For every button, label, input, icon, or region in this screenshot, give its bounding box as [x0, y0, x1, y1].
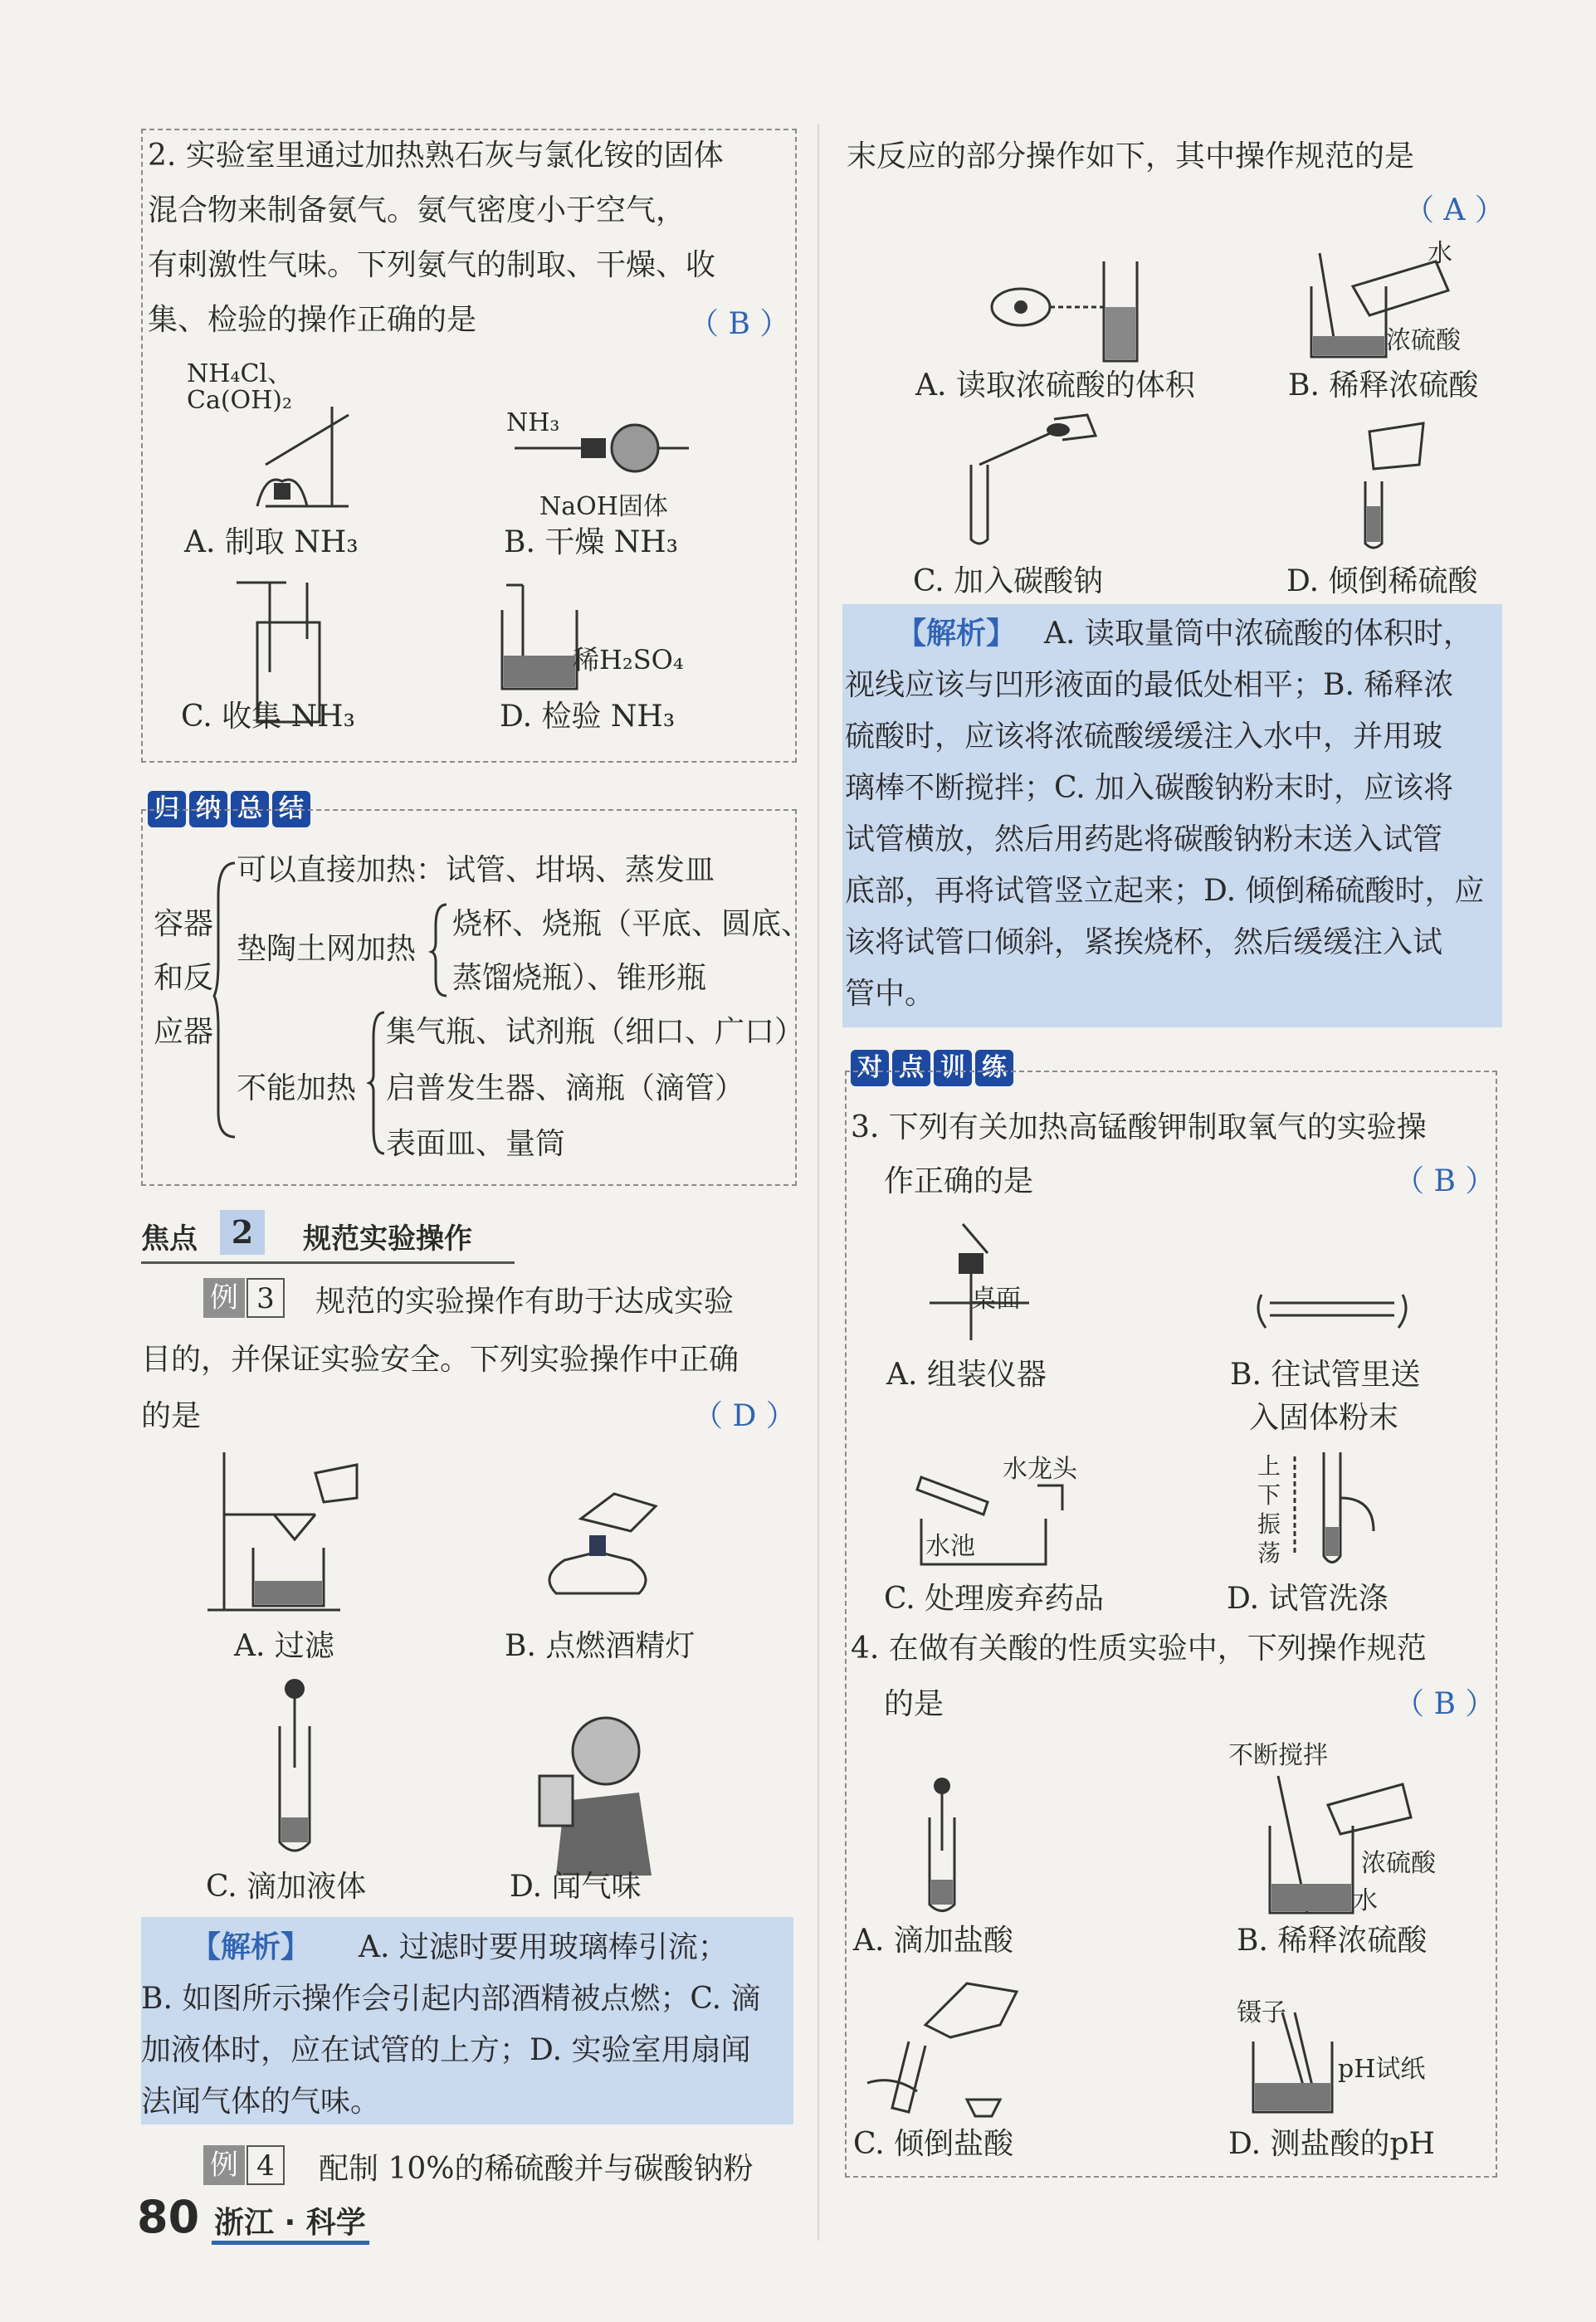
q3-option-a: A. 组装仪器: [886, 1358, 1047, 1392]
practice-tag: 练: [975, 1050, 1013, 1086]
ex4-option-c: C. 加入碳酸钠: [913, 564, 1104, 598]
q4-fig-b-label: 浓硫酸: [1361, 1849, 1436, 1878]
q2-fig-a-label: Ca(OH)₂: [187, 386, 293, 415]
q2-option-d: D. 检验 NH₃: [500, 700, 676, 734]
q3-fig-a-label: 桌面: [971, 1285, 1021, 1314]
q3-option-b: B. 往试管里送: [1230, 1358, 1421, 1392]
summary-root: 应器: [154, 1015, 214, 1049]
pouring-hand-icon: [859, 1975, 1025, 2116]
ex4-analysis-tag: 【解析】: [896, 616, 1017, 651]
q2-fig-d-label: 稀H₂SO₄: [573, 644, 684, 676]
ex3-option-c: C. 滴加液体: [206, 1870, 367, 1904]
q3-fig-d-label: 荡: [1257, 1539, 1281, 1567]
dropper-tube-icon: [917, 1776, 967, 1917]
q2-fig-b-label: NH₃: [506, 408, 560, 437]
summary-branch3-item: 启普发生器、滴瓶（滴管）: [386, 1071, 745, 1105]
q4-option-c: C. 倾倒盐酸: [853, 2127, 1014, 2161]
summary-branch3-item: 集气瓶、试剂瓶（细口、广口）: [386, 1015, 805, 1049]
ex3-analysis-line: 法闻气体的气味。: [141, 2085, 381, 2119]
brace-icon: [214, 846, 239, 1145]
footer-underline: [212, 2241, 369, 2245]
drying-tube-icon: [515, 423, 697, 481]
ex3-tag: 例: [203, 1278, 245, 1318]
powder-tube-icon: [1253, 1270, 1411, 1344]
alcohol-lamp-icon: [531, 1485, 681, 1618]
ex4-analysis-line: 视线应该与凹形液面的最低处相平；B. 稀释浓: [845, 668, 1454, 702]
ex4-analysis-line: 管中。: [845, 977, 935, 1011]
q2-fig-a-label: NH₄Cl、: [187, 359, 292, 388]
summary-root: 和反: [154, 961, 214, 995]
focus-underline: [141, 1261, 515, 1264]
ex4-analysis-line: 试管横放，然后用药匙将碳酸钠粉末送入试管: [845, 822, 1443, 856]
q4-answer: （ B ）: [1394, 1687, 1496, 1721]
q2-option-c: C. 收集 NH₃: [181, 700, 355, 734]
q2-stem-line: 有刺激性气味。下列氨气的制取、干燥、收: [148, 248, 716, 282]
shaking-tube-icon: [1291, 1448, 1382, 1573]
ex4-num: 4: [246, 2145, 285, 2185]
summary-branch3-head: 不能加热: [237, 1071, 357, 1105]
ex4-option-d: D. 倾倒稀硫酸: [1286, 564, 1478, 598]
practice-tag: 对: [851, 1050, 889, 1086]
q4-fig-b-label: 不断搅拌: [1228, 1741, 1328, 1770]
ex3-stem: 的是: [141, 1399, 202, 1433]
ex4-fig-b-label: 浓硫酸: [1386, 326, 1461, 355]
book-title: 浙江 · 科学: [214, 2206, 366, 2240]
q3-option-d: D. 试管洗涤: [1227, 1582, 1389, 1616]
summary-root: 容器: [154, 907, 214, 941]
ex4-analysis-line: 该将试管口倾斜，紧挨烧杯，然后缓缓注入试: [845, 925, 1443, 959]
q2-stem-line: 混合物来制备氨气。氨气密度小于空气，: [148, 193, 686, 227]
ex4-answer: （ A ）: [1404, 193, 1505, 227]
q4-stem: 的是: [884, 1687, 944, 1721]
q3-fig-c-label: 水池: [925, 1532, 975, 1561]
q3-fig-c-label: 水龙头: [1003, 1455, 1077, 1484]
ex4-tag: 例: [203, 2145, 245, 2185]
q3-stem: 作正确的是: [884, 1164, 1034, 1198]
focus-number: 2: [220, 1210, 265, 1255]
ex3-option-b: B. 点燃酒精灯: [505, 1629, 696, 1663]
summary-tag: 纳: [189, 791, 227, 827]
ex3-answer: （ D ）: [693, 1399, 796, 1433]
ex3-analysis-line: 加液体时，应在试管的上方；D. 实验室用扇闻: [141, 2033, 751, 2067]
practice-tag: 点: [892, 1050, 930, 1086]
pouring-tube-icon: [1345, 423, 1436, 548]
ex4-fig-b-label: 水: [1428, 239, 1452, 268]
ex4-stem-right: 末反应的部分操作如下，其中操作规范的是: [847, 139, 1415, 173]
focus-title: 规范实验操作: [303, 1222, 472, 1256]
filter-apparatus-icon: [199, 1448, 365, 1614]
q2-stem-line: 集、检验的操作正确的是: [148, 303, 477, 337]
q4-stem: 4. 在做有关酸的性质实验中，下列操作规范: [851, 1632, 1427, 1666]
ex4-analysis-line: 底部，再将试管竖立起来；D. 倾倒稀硫酸时，应: [845, 874, 1485, 908]
ex4-option-a: A. 读取浓硫酸的体积: [915, 368, 1195, 402]
heating-apparatus-icon: [241, 390, 365, 515]
q4-option-d: D. 测盐酸的pH: [1228, 2127, 1435, 2161]
q3-answer: （ B ）: [1394, 1164, 1496, 1198]
q3-fig-d-label: 下: [1257, 1481, 1281, 1509]
ex3-analysis-line: A. 过滤时要用玻璃棒引流；: [359, 1930, 728, 1964]
smelling-person-icon: [506, 1710, 656, 1876]
ex4-stem-left: 配制 10%的稀硫酸并与碳酸钠粉: [319, 2152, 754, 2186]
summary-branch3-item: 表面皿、量筒: [386, 1127, 566, 1161]
summary-branch2-head: 垫陶土网加热: [237, 932, 417, 966]
q3-stem: 3. 下列有关加热高锰酸钾制取氧气的实验操: [851, 1110, 1427, 1144]
column-divider: [818, 124, 819, 2241]
q3-option-b-cont: 入固体粉末: [1249, 1401, 1399, 1435]
dropper-tube-icon: [270, 1676, 320, 1859]
ex3-analysis-line: B. 如图所示操作会引起内部酒精被点燃；C. 滴: [141, 1982, 761, 2016]
q3-fig-d-label: 上: [1257, 1452, 1281, 1480]
ex4-option-b: B. 稀释浓硫酸: [1288, 368, 1479, 402]
q3-fig-d-label: 振: [1257, 1510, 1281, 1538]
q4-option-b: B. 稀释浓硫酸: [1237, 1924, 1428, 1958]
q4-fig-b-label: 水: [1353, 1886, 1378, 1915]
summary-tag: 总: [231, 791, 269, 827]
ex4-analysis-line: 璃棒不断搅拌；C. 加入碳酸钠粉末时，应该将: [845, 771, 1454, 805]
practice-tag: 训: [934, 1050, 972, 1086]
ex4-analysis-line: 硫酸时，应该将浓硫酸缓缓注入水中，并用玻: [845, 720, 1443, 754]
q2-answer: （ B ）: [689, 307, 790, 341]
ex3-option-d: D. 闻气味: [510, 1870, 642, 1904]
spoon-tube-icon: [954, 415, 1104, 548]
ex3-stem: 目的，并保证实验安全。下列实验操作中正确: [141, 1343, 739, 1377]
ex4-analysis-line: A. 读取量筒中浓硫酸的体积时，: [1044, 617, 1473, 651]
ex3-stem: 规范的实验操作有助于达成实验: [315, 1285, 735, 1319]
ex3-analysis-tag: 【解析】: [191, 1929, 311, 1964]
q2-option-b: B. 干燥 NH₃: [504, 525, 679, 559]
summary-branch2-item: 蒸馏烧瓶）、锥形瓶: [452, 961, 707, 995]
q2-stem-line: 2. 实验室里通过加热熟石灰与氯化铵的固体: [148, 139, 724, 173]
q4-option-a: A. 滴加盐酸: [853, 1924, 1013, 1958]
brace-icon: [432, 900, 448, 1000]
summary-tag: 结: [272, 791, 310, 827]
measuring-cylinder-icon: [988, 257, 1154, 365]
q4-fig-d-label: 镊子: [1237, 1998, 1286, 2027]
ex3-option-a: A. 过滤: [234, 1629, 334, 1663]
page-number: 80: [137, 2191, 200, 2243]
summary-tag: 归: [148, 791, 186, 827]
ex3-num: 3: [246, 1278, 285, 1318]
q2-fig-b-label: NaOH固体: [539, 492, 668, 521]
summary-branch2-item: 烧杯、烧瓶（平底、圆底、: [452, 907, 812, 941]
q3-option-c: C. 处理废弃药品: [884, 1582, 1105, 1616]
summary-branch1: 可以直接加热：试管、坩埚、蒸发皿: [237, 853, 715, 887]
brace-icon: [369, 1008, 386, 1158]
focus-label: 焦点: [141, 1222, 198, 1256]
q2-option-a: A. 制取 NH₃: [184, 525, 359, 559]
q4-fig-d-label: pH试纸: [1338, 2055, 1426, 2084]
